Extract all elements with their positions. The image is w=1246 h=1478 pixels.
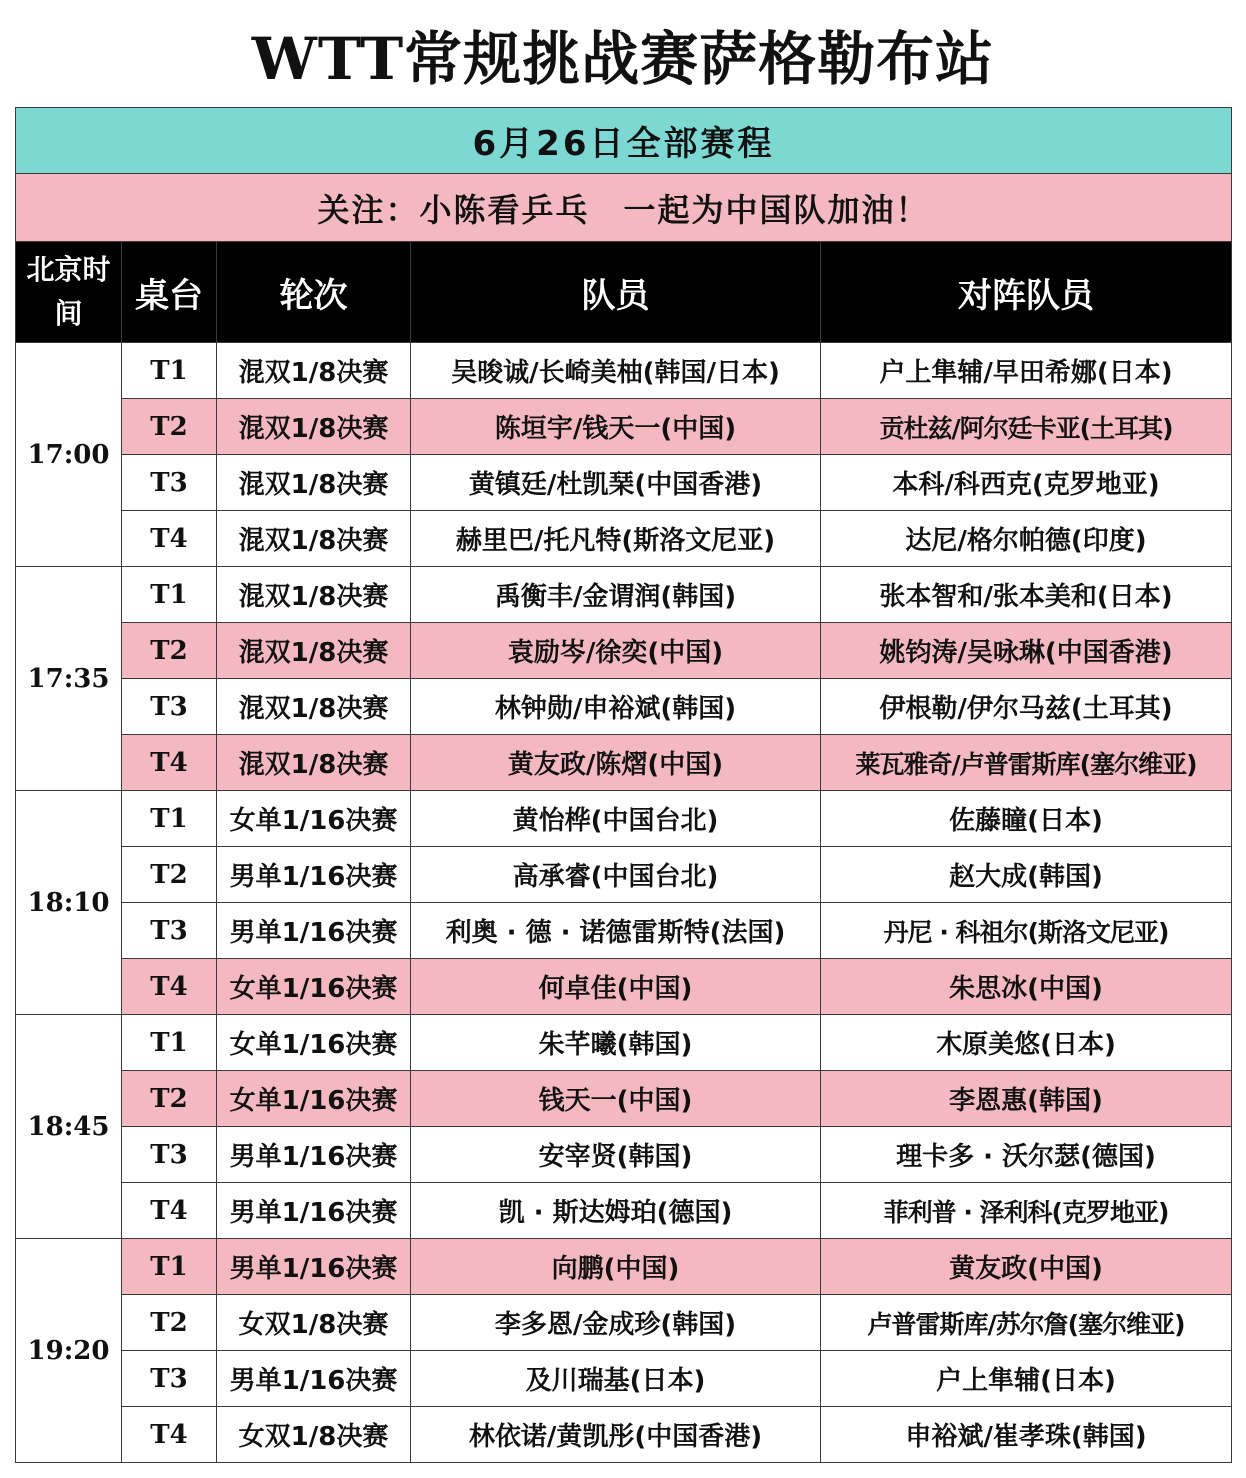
player-cell: 高承睿(中国台北) (411, 847, 821, 903)
table-row (16, 1295, 1232, 1351)
opponent-cell: 莱瓦雅奇/卢普雷斯库(塞尔维亚) (821, 735, 1232, 791)
opponent-cell: 菲利普 · 泽利科(克罗地亚) (821, 1183, 1232, 1239)
opponent-cell: 赵大成(韩国) (821, 847, 1232, 903)
table-row (16, 735, 1232, 791)
opponent-cell: 贡杜兹/阿尔廷卡亚(土耳其) (821, 399, 1232, 455)
table-cell: T1 (122, 1015, 217, 1071)
opponent-cell: 达尼/格尔帕德(印度) (821, 511, 1232, 567)
col-header-round: 轮次 (217, 242, 411, 343)
table-row (16, 1015, 1232, 1071)
player-cell: 袁励岑/徐奕(中国) (411, 623, 821, 679)
table-cell: T3 (122, 903, 217, 959)
table-row (16, 791, 1232, 847)
table-cell: T2 (122, 399, 217, 455)
round-cell: 女双1/8决赛 (217, 1295, 411, 1351)
table-cell: T1 (122, 791, 217, 847)
table-cell: T4 (122, 1407, 217, 1463)
table-row (16, 455, 1232, 511)
opponent-cell: 理卡多 · 沃尔瑟(德国) (821, 1127, 1232, 1183)
player-cell: 利奥 · 德 · 诺德雷斯特(法国) (411, 903, 821, 959)
table-row (16, 959, 1232, 1015)
table-cell: T2 (122, 1295, 217, 1351)
player-cell: 陈垣宇/钱天一(中国) (411, 399, 821, 455)
round-cell: 混双1/8决赛 (217, 735, 411, 791)
table-cell: T3 (122, 679, 217, 735)
player-cell: 钱天一(中国) (411, 1071, 821, 1127)
round-cell: 混双1/8决赛 (217, 623, 411, 679)
player-cell: 禹衡丰/金谓润(韩国) (411, 567, 821, 623)
opponent-cell: 木原美悠(日本) (821, 1015, 1232, 1071)
player-cell: 黄怡桦(中国台北) (411, 791, 821, 847)
session-time: 17:00 (16, 343, 122, 567)
round-cell: 男单1/16决赛 (217, 847, 411, 903)
player-cell: 何卓佳(中国) (411, 959, 821, 1015)
page-title: WTT常规挑战赛萨格勒布站 (251, 24, 995, 93)
round-cell: 女单1/16决赛 (217, 1015, 411, 1071)
round-cell: 混双1/8决赛 (217, 511, 411, 567)
session-time: 18:45 (16, 1015, 122, 1239)
table-cell: T4 (122, 1183, 217, 1239)
table-row (16, 623, 1232, 679)
table-row (16, 343, 1232, 399)
table-row (16, 1407, 1232, 1463)
session-time: 17:35 (16, 567, 122, 791)
player-cell: 向鹏(中国) (411, 1239, 821, 1295)
table-cell: T2 (122, 623, 217, 679)
round-cell: 混双1/8决赛 (217, 567, 411, 623)
table-cell: T3 (122, 1127, 217, 1183)
table-cell: T2 (122, 1071, 217, 1127)
col-header-opponent: 对阵队员 (821, 242, 1232, 343)
round-cell: 混双1/8决赛 (217, 455, 411, 511)
table-cell: T2 (122, 847, 217, 903)
col-header-time: 北京时间 (16, 242, 122, 343)
session-time: 18:10 (16, 791, 122, 1015)
player-cell: 安宰贤(韩国) (411, 1127, 821, 1183)
round-cell: 混双1/8决赛 (217, 679, 411, 735)
opponent-cell: 佐藤瞳(日本) (821, 791, 1232, 847)
col-header-table: 桌台 (122, 242, 217, 343)
table-row (16, 511, 1232, 567)
table-cell: T1 (122, 343, 217, 399)
round-cell: 女单1/16决赛 (217, 959, 411, 1015)
col-header-player: 队员 (411, 242, 821, 343)
round-cell: 女单1/16决赛 (217, 791, 411, 847)
round-cell: 混双1/8决赛 (217, 399, 411, 455)
player-cell: 凯 · 斯达姆珀(德国) (411, 1183, 821, 1239)
table-cell: T4 (122, 511, 217, 567)
player-cell: 林钟勋/申裕斌(韩国) (411, 679, 821, 735)
column-header-row (16, 242, 1232, 343)
opponent-cell: 朱思冰(中国) (821, 959, 1232, 1015)
player-cell: 林依诺/黄凯彤(中国香港) (411, 1407, 821, 1463)
player-cell: 赫里巴/托凡特(斯洛文尼亚) (411, 511, 821, 567)
round-cell: 男单1/16决赛 (217, 1127, 411, 1183)
player-cell: 黄友政/陈熠(中国) (411, 735, 821, 791)
round-cell: 混双1/8决赛 (217, 343, 411, 399)
opponent-cell: 姚钧涛/吴咏琳(中国香港) (821, 623, 1232, 679)
opponent-cell: 丹尼 · 科祖尔(斯洛文尼亚) (821, 903, 1232, 959)
round-cell: 男单1/16决赛 (217, 903, 411, 959)
table-cell: T3 (122, 1351, 217, 1407)
player-cell: 黄镇廷/杜凯琹(中国香港) (411, 455, 821, 511)
table-row (16, 567, 1232, 623)
table-row (16, 1351, 1232, 1407)
date-banner: 6月26日全部赛程 (16, 108, 1232, 174)
table-row (16, 847, 1232, 903)
table-row (16, 679, 1232, 735)
opponent-cell: 黄友政(中国) (821, 1239, 1232, 1295)
round-cell: 男单1/16决赛 (217, 1239, 411, 1295)
opponent-cell: 卢普雷斯库/苏尔詹(塞尔维亚) (821, 1295, 1232, 1351)
player-cell: 朱芊曦(韩国) (411, 1015, 821, 1071)
table-cell: T1 (122, 1239, 217, 1295)
player-cell: 及川瑞基(日本) (411, 1351, 821, 1407)
table-row (16, 1127, 1232, 1183)
schedule-table (15, 107, 1232, 1463)
round-cell: 男单1/16决赛 (217, 1183, 411, 1239)
player-cell: 李多恩/金成珍(韩国) (411, 1295, 821, 1351)
table-row (16, 399, 1232, 455)
table-cell: T3 (122, 455, 217, 511)
follow-banner: 关注：小陈看乒乓 一起为中国队加油！ (16, 174, 1232, 242)
table-cell: T4 (122, 735, 217, 791)
opponent-cell: 户上隼辅(日本) (821, 1351, 1232, 1407)
round-cell: 女双1/8决赛 (217, 1407, 411, 1463)
opponent-cell: 本科/科西克(克罗地亚) (821, 455, 1232, 511)
schedule-body (16, 343, 1232, 1463)
table-cell: T4 (122, 959, 217, 1015)
round-cell: 男单1/16决赛 (217, 1351, 411, 1407)
opponent-cell: 户上隼辅/早田希娜(日本) (821, 343, 1232, 399)
session-time: 19:20 (16, 1239, 122, 1463)
opponent-cell: 申裕斌/崔孝珠(韩国) (821, 1407, 1232, 1463)
table-cell: T1 (122, 567, 217, 623)
player-cell: 吴晙诚/长崎美柚(韩国/日本) (411, 343, 821, 399)
opponent-cell: 伊根勒/伊尔马兹(土耳其) (821, 679, 1232, 735)
table-row (16, 1239, 1232, 1295)
round-cell: 女单1/16决赛 (217, 1071, 411, 1127)
table-row (16, 903, 1232, 959)
table-row (16, 1071, 1232, 1127)
table-row (16, 1183, 1232, 1239)
opponent-cell: 李恩惠(韩国) (821, 1071, 1232, 1127)
opponent-cell: 张本智和/张本美和(日本) (821, 567, 1232, 623)
